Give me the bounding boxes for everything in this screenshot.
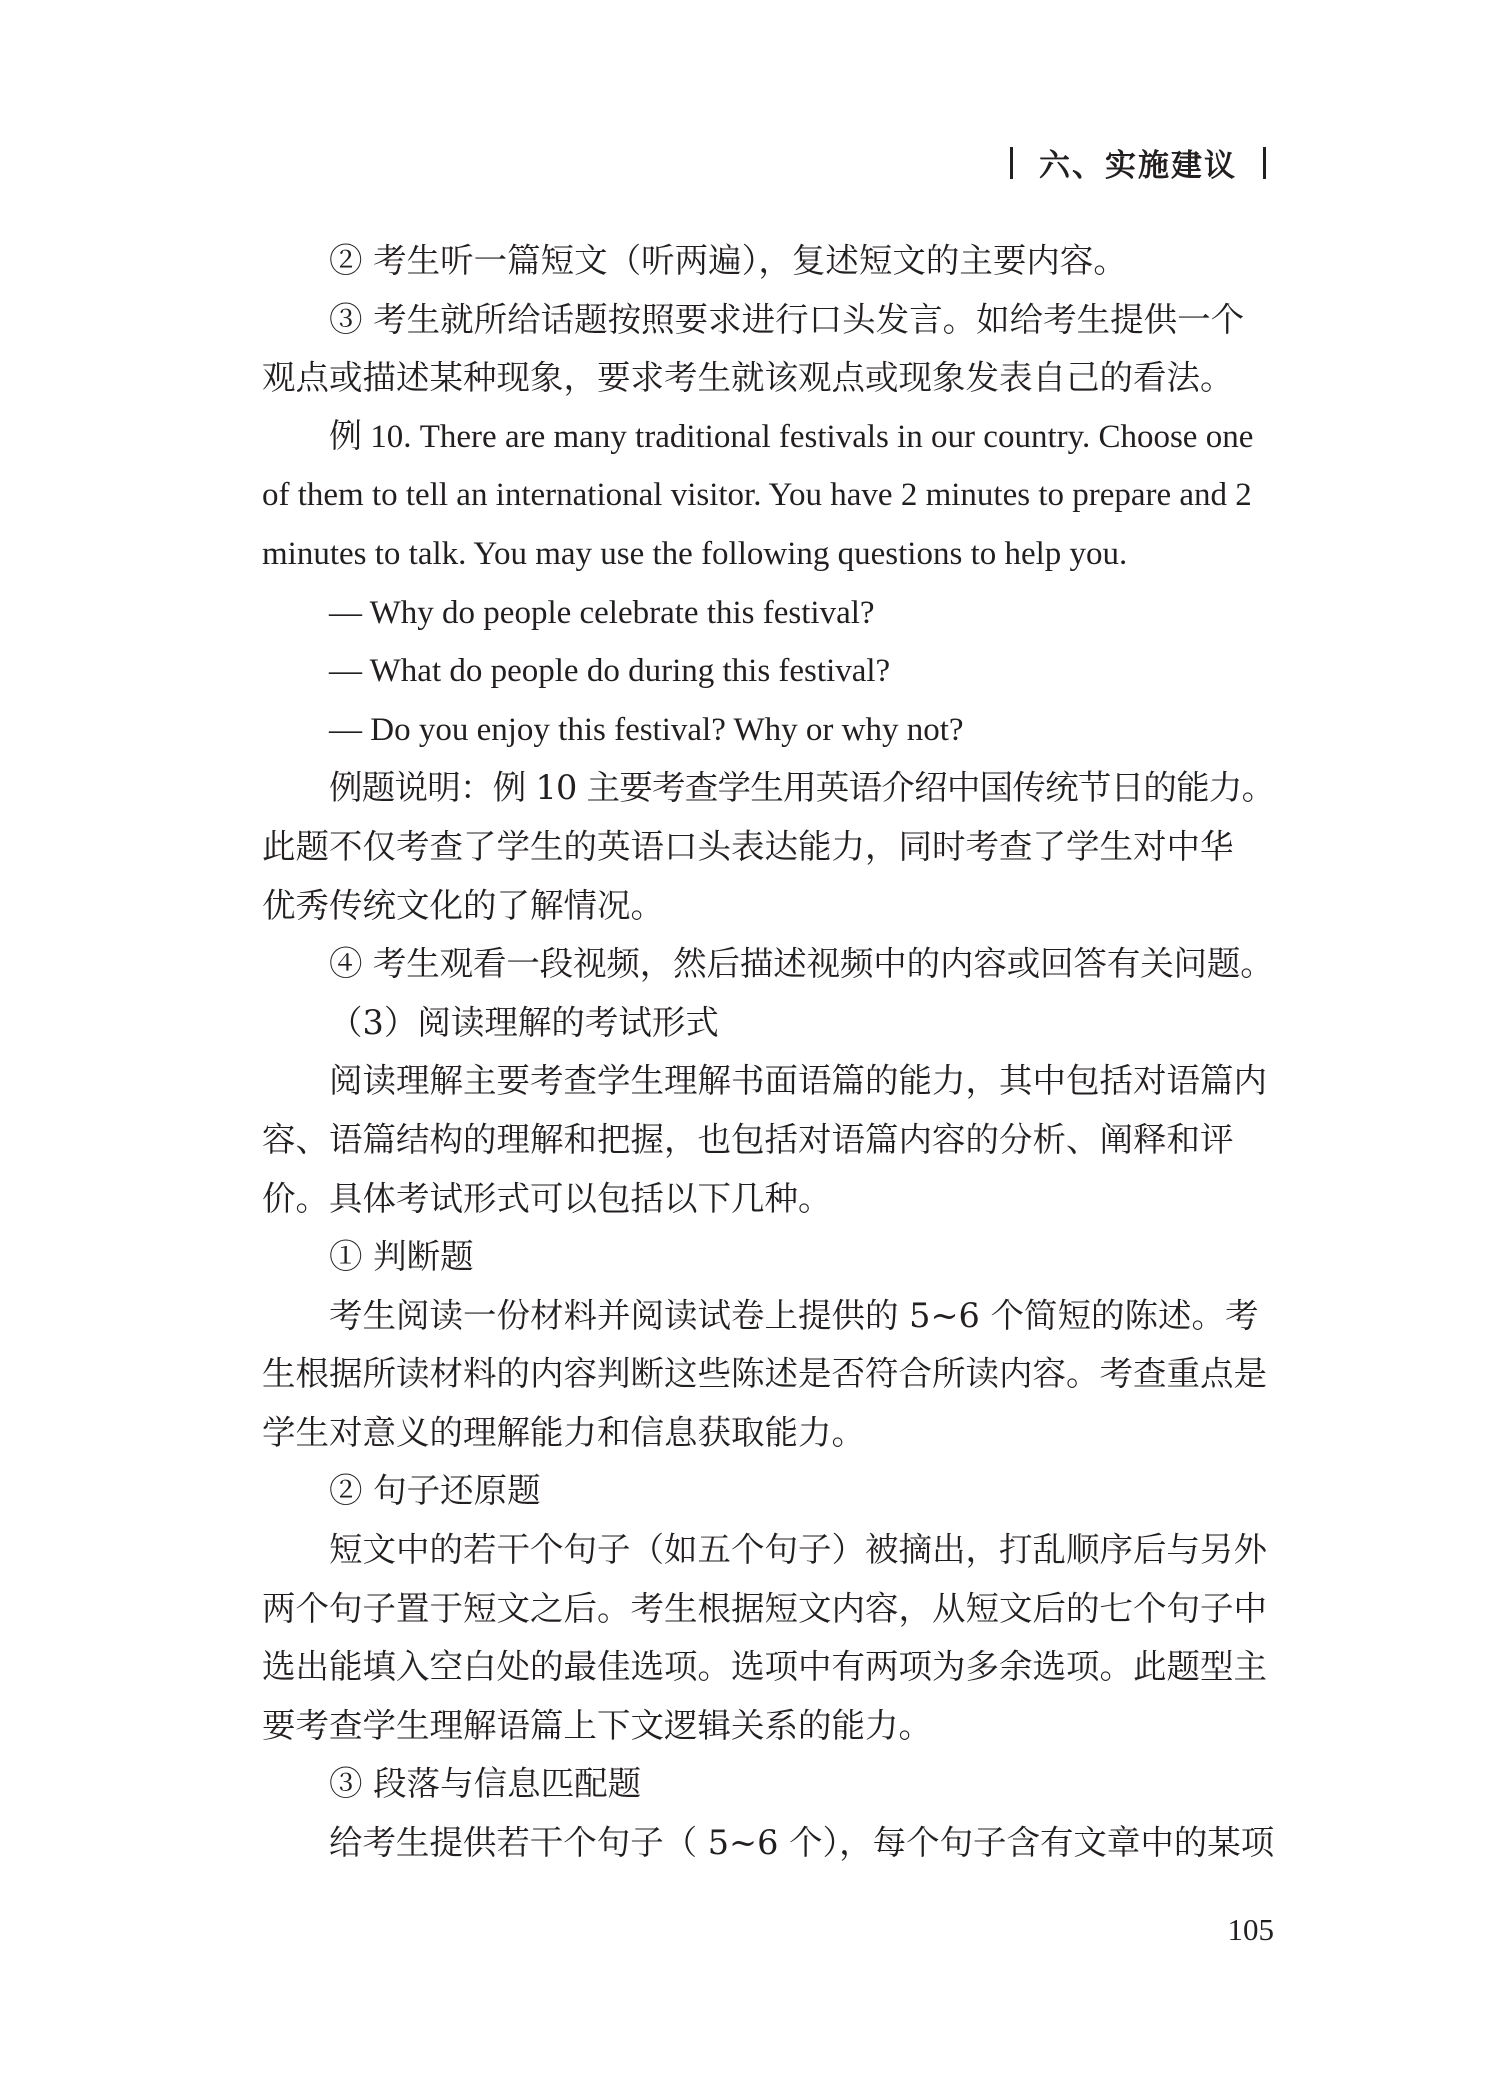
text-line: 两个句子置于短文之后。考生根据短文内容，从短文后的七个句子中 (262, 1588, 1267, 1628)
text-line: 此题不仅考查了学生的英语口头表达能力，同时考查了学生对中华 (262, 826, 1234, 866)
text-line: ④ 考生观看一段视频，然后描述视频中的内容或回答有关问题。 (329, 944, 1274, 984)
text-line: 阅读理解主要考查学生理解书面语篇的能力，其中包括对语篇内 (329, 1061, 1267, 1101)
header-right-rule (1263, 147, 1266, 179)
text-line: 学生对意义的理解能力和信息获取能力。 (262, 1412, 865, 1452)
text-line: 考生阅读一份材料并阅读试卷上提供的 5~6 个简短的陈述。考 (329, 1295, 1259, 1335)
header-left-rule (1010, 147, 1013, 179)
text-line: — What do people do during this festival? (329, 653, 891, 690)
text-line: of them to tell an international visitor. You have 2 minutes to prepare and 2 (262, 477, 1252, 514)
text-line: （3）阅读理解的考试形式 (329, 1002, 719, 1042)
text-line: 容、语篇结构的理解和把握，也包括对语篇内容的分析、阐释和评 (262, 1119, 1234, 1159)
text-line: ① 判断题 (329, 1237, 474, 1277)
text-line: ② 考生听一篇短文（听两遍），复述短文的主要内容。 (329, 241, 1127, 280)
text-line: 短文中的若干个句子（如五个句子）被摘出，打乱顺序后与另外 (329, 1530, 1267, 1570)
text-line: 优秀传统文化的了解情况。 (262, 885, 664, 925)
text-line: ② 句子还原题 (329, 1471, 541, 1511)
text-line: 例题说明：例 10 主要考查学生用英语介绍中国传统节日的能力。 (329, 768, 1275, 808)
text-line: 价。具体考试形式可以包括以下几种。 (262, 1178, 832, 1218)
running-header (1010, 140, 1266, 185)
text-line: minutes to talk. You may use the following questions to help you. (262, 535, 1128, 572)
text-line: — Do you enjoy this festival? Why or why not? (329, 711, 964, 748)
text-line: ③ 段落与信息匹配题 (329, 1764, 642, 1804)
page-number: 105 (1227, 1912, 1274, 1947)
text-line: 选出能填入空白处的最佳选项。选项中有两项为多余选项。此题型主 (262, 1647, 1267, 1687)
text-line: — Why do people celebrate this festival? (329, 594, 875, 631)
text-line: 例 10. There are many traditional festivals in our country. Choose one (329, 418, 1254, 455)
text-line: 要考查学生理解语篇上下文逻辑关系的能力。 (262, 1705, 932, 1745)
page-body (262, 232, 1274, 1873)
text-line: 生根据所读材料的内容判断这些陈述是否符合所读内容。考查重点是 (262, 1354, 1267, 1394)
section-title: 六、实施建议 (1039, 148, 1237, 184)
text-line: ③ 考生就所给话题按照要求进行口头发言。如给考生提供一个 (329, 299, 1245, 339)
text-line: 观点或描述某种现象，要求考生就该观点或现象发表自己的看法。 (262, 358, 1234, 398)
text-line: 给考生提供若干个句子（ 5~6 个），每个句子含有文章中的某项 (329, 1823, 1275, 1863)
